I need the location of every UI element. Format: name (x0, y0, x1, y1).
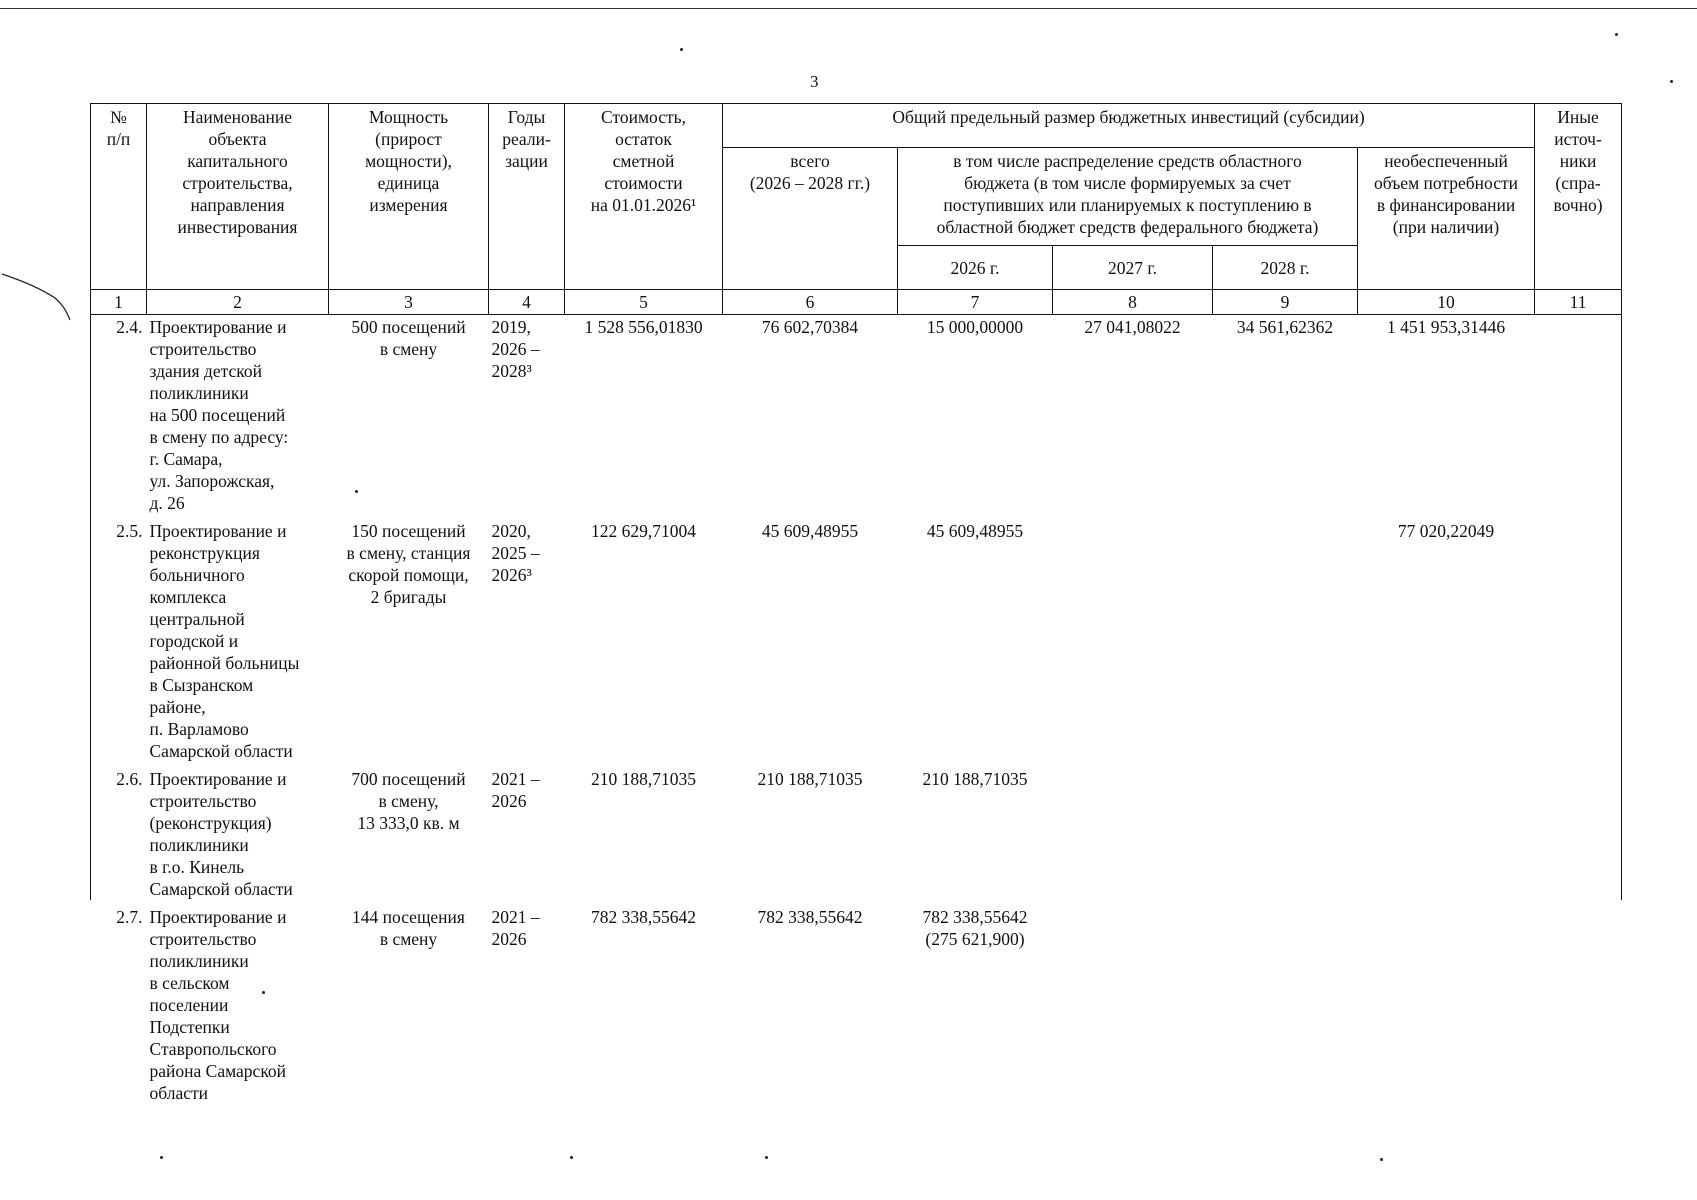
header-investments-group: Общий предельный размер бюджетных инвестиций (субсидии) (723, 104, 1535, 148)
row-number: 2.6. (91, 762, 147, 900)
other-sources (1535, 900, 1622, 1106)
scan-speck (765, 1156, 768, 1159)
header-year-2028: 2028 г. (1213, 246, 1358, 290)
years: 2021 – 2026 (491, 907, 540, 949)
years: 2020, 2025 – 2026³ (491, 521, 540, 585)
amount-2026: 45 609,48955 (926, 521, 1024, 541)
column-number: 7 (898, 290, 1053, 315)
object-name: Проектирование и строительство поликлиники в сельском поселении Подстепки Ставропольского района Самарской области (149, 907, 287, 1103)
column-number: 3 (329, 290, 489, 315)
table-row (91, 762, 1622, 900)
amount-2026: 15 000,00000 (926, 317, 1024, 337)
capacity: 700 посещений в смену, 13 333,0 кв. м (351, 769, 466, 833)
table-row (91, 514, 1622, 762)
cost: 1 528 556,01830 (584, 317, 703, 337)
scan-corner-mark (0, 272, 80, 342)
amount-2027 (1053, 762, 1213, 900)
scan-top-border-line (0, 8, 1697, 9)
unsecured (1358, 762, 1535, 900)
header-year-2026: 2026 г. (898, 246, 1053, 290)
amount-2027 (1053, 900, 1213, 1106)
scan-speck (680, 48, 683, 51)
column-number: 11 (1535, 290, 1622, 315)
total: 782 338,55642 (757, 907, 863, 927)
column-number: 2 (147, 290, 329, 315)
row-number: 2.5. (91, 514, 147, 762)
amount-2028 (1213, 514, 1358, 762)
years: 2019, 2026 – 2028³ (491, 317, 540, 381)
other-sources (1535, 514, 1622, 762)
unsecured: 1 451 953,31446 (1386, 317, 1506, 337)
header-total: всего (2026 – 2028 гг.) (723, 148, 898, 290)
header-unsecured: необеспеченный объем потребности в финансировании (при наличии) (1358, 148, 1535, 290)
table-row (91, 315, 1622, 515)
scan-speck (1670, 80, 1673, 83)
page-number: 3 (810, 72, 819, 91)
row-number: 2.4. (91, 315, 147, 515)
total: 210 188,71035 (757, 769, 863, 789)
cost: 122 629,71004 (591, 521, 696, 541)
budget-investment-table (90, 103, 1622, 1106)
amount-2026: 210 188,71035 (922, 769, 1028, 789)
cost: 782 338,55642 (591, 907, 696, 927)
other-sources (1535, 315, 1622, 515)
scan-speck (1380, 1158, 1383, 1161)
column-number: 9 (1213, 290, 1358, 315)
column-number: 4 (489, 290, 565, 315)
header-distribution: в том числе распределение средств областного бюджета (в том числе формируемых за счет поступивших или планируемых к поступлению в областной бюджет средств федерального бюджета) (898, 148, 1358, 246)
header-cost: Стоимость, остаток сметной стоимости на 01.01.2026¹ (565, 104, 723, 290)
amount-2027 (1053, 514, 1213, 762)
amount-2028: 34 561,62362 (1236, 317, 1334, 337)
header-object-name: Наименование объекта капитального строительства, направления инвестирования (147, 104, 329, 290)
column-number: 5 (565, 290, 723, 315)
amount-2027: 27 041,08022 (1084, 317, 1181, 337)
capacity: 150 посещений в смену, станция скорой помощи, 2 бригады (346, 521, 471, 607)
header-year-2027: 2027 г. (1053, 246, 1213, 290)
column-number: 10 (1358, 290, 1535, 315)
unsecured: 77 020,22049 (1397, 521, 1495, 541)
amount-2028 (1213, 900, 1358, 1106)
object-name: Проектирование и строительство (реконструкция) поликлиники в г.о. Кинель Самарской области (149, 769, 293, 899)
capacity: 500 посещений в смену (351, 317, 466, 359)
object-name: Проектирование и строительство здания детской поликлиники на 500 посещений в смену по адресу: г. Самара, ул. Запорожская, д. 26 (149, 317, 289, 513)
column-number: 6 (723, 290, 898, 315)
unsecured (1358, 900, 1535, 1106)
years: 2021 – 2026 (491, 769, 540, 811)
table-row (91, 900, 1622, 1106)
row-number: 2.7. (116, 907, 143, 927)
header-capacity: Мощность (прирост мощности), единица измерения (329, 104, 489, 290)
amount-2028 (1213, 762, 1358, 900)
capacity: 144 посещения в смену (352, 907, 465, 949)
scan-speck (160, 1156, 163, 1159)
other-sources (1535, 762, 1622, 900)
scan-speck (570, 1156, 573, 1159)
object-name: Проектирование и реконструкция больничного комплекса центральной городской и районной больницы в Сызранском районе, п. Варламово Самарской области (149, 521, 300, 761)
header-num: № п/п (91, 104, 147, 290)
header-other-sources: Иные источ- ники (спра- вочно) (1535, 104, 1622, 290)
cost: 210 188,71035 (591, 769, 696, 789)
total: 45 609,48955 (761, 521, 859, 541)
scan-speck (1615, 33, 1618, 36)
total: 76 602,70384 (761, 317, 859, 337)
amount-2026: 782 338,55642 (275 621,900) (922, 907, 1028, 949)
header-years: Годы реали- зации (489, 104, 565, 290)
column-number: 1 (91, 290, 147, 315)
column-number: 8 (1053, 290, 1213, 315)
